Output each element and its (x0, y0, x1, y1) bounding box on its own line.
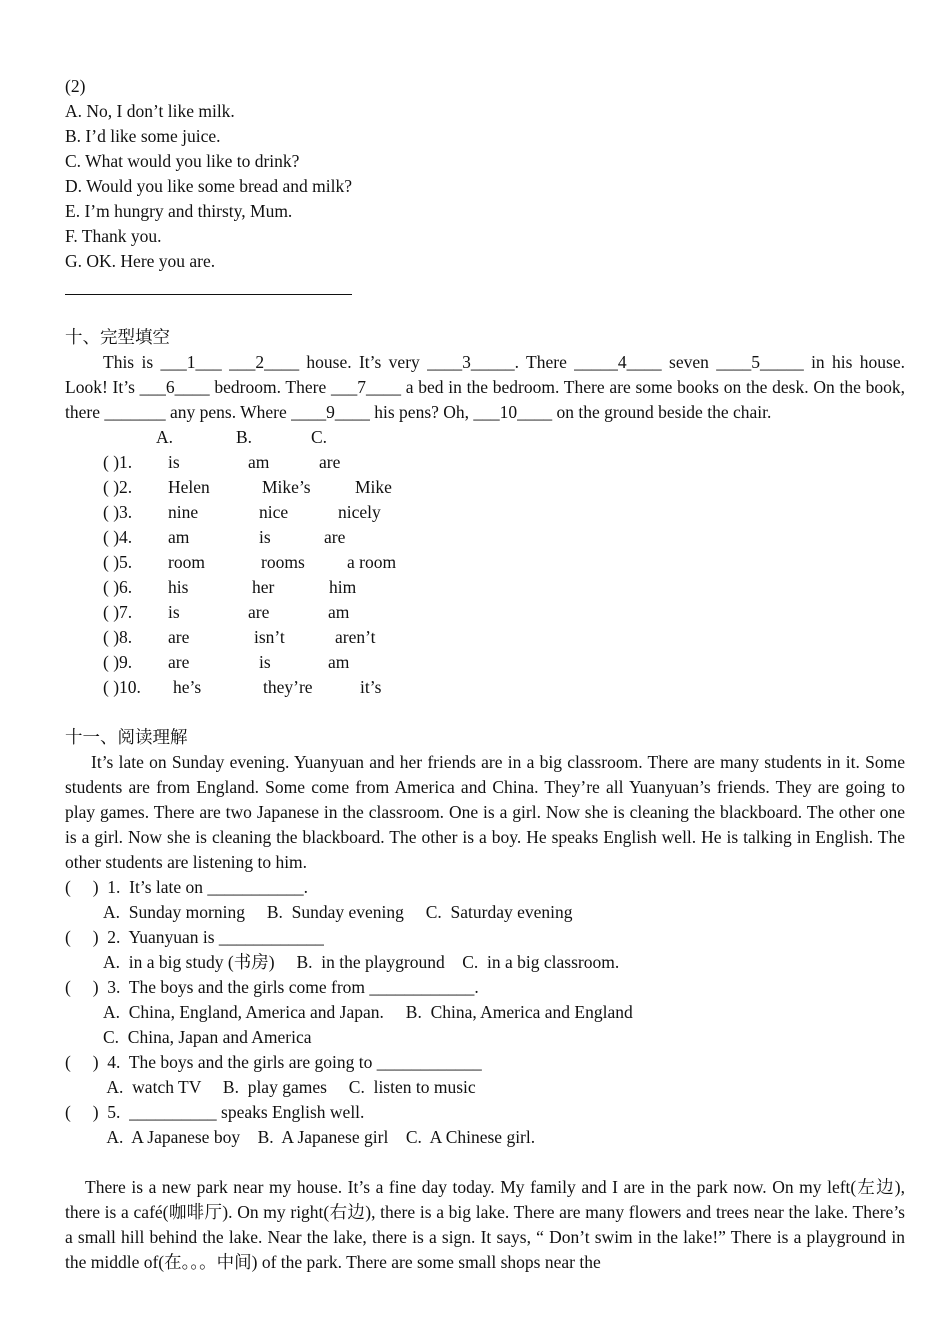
dialogue-line: C. What would you like to drink? (65, 151, 300, 171)
reading-passage-1 (65, 750, 905, 875)
reading-question[interactable]: ( ) 2. Yuanyuan is ____________ (65, 927, 324, 947)
reading-passage-2 (65, 1175, 905, 1275)
dialogue-line: B. I’d like some juice. (65, 126, 221, 146)
cloze-question[interactable]: ( )10. he’s they’re it’s (103, 677, 382, 697)
cloze-passage (65, 350, 905, 425)
reading-questions (65, 875, 905, 1150)
cloze-passage-text: This is ___1___ ___2____ house. It’s very ____3_____. There _____4____ seven ____5_____ in his house. Look! It’s ___6____ bedroom. There ___7____ a bed in the bedroom. There are some books on the desk. On the book, there _______ any pens. Where ____9____ his pens? Oh, ___10____ on the ground beside the chair. (65, 352, 905, 422)
reading-options[interactable]: A. Sunday morning B. Sunday evening C. Saturday evening (103, 902, 573, 922)
header-c: C. (311, 427, 328, 447)
cloze-title: 十、完型填空 (65, 327, 170, 347)
worksheet-page (65, 74, 905, 1275)
cloze-question[interactable]: ( )9. are is am (103, 652, 350, 672)
dialogue-line: A. No, I don’t like milk. (65, 101, 235, 121)
reading-question[interactable]: ( ) 1. It’s late on ___________. (65, 877, 309, 897)
reading-options[interactable]: A. China, England, America and Japan. B. China, America and England (103, 1002, 633, 1022)
dialogue-line: D. Would you like some bread and milk? (65, 176, 352, 196)
header-b: B. (236, 427, 253, 447)
cloze-question[interactable]: ( )8. are isn’t aren’t (103, 627, 376, 647)
cloze-question[interactable]: ( )3. nine nice nicely (103, 502, 381, 522)
header-a: A. (156, 427, 174, 447)
reading-options[interactable]: A. watch TV B. play games C. listen to music (103, 1077, 476, 1097)
dialogue-line: G. OK. Here you are. (65, 251, 216, 271)
cloze-option-headers (65, 425, 905, 450)
cloze-question[interactable]: ( )4. am is are (103, 527, 346, 547)
dialogue-line: F. Thank you. (65, 226, 162, 246)
reading-question[interactable]: ( ) 4. The boys and the girls are going to ____________ (65, 1052, 482, 1072)
dialogue-line: E. I’m hungry and thirsty, Mum. (65, 201, 293, 221)
cloze-question[interactable]: ( )6. his her him (103, 577, 357, 597)
reading-question[interactable]: ( ) 5. __________ speaks English well. (65, 1102, 365, 1122)
reading-options[interactable]: C. China, Japan and America (103, 1027, 312, 1047)
reading-options[interactable]: A. A Japanese boy B. A Japanese girl C. A Chinese girl. (103, 1127, 536, 1147)
dialogue-lines (65, 99, 905, 274)
cloze-question[interactable]: ( )7. is are am (103, 602, 350, 622)
reading-passage-1-text: It’s late on Sunday evening. Yuanyuan and her friends are in a big classroom. There are many students in it. Some students are from England. Some come from America and China. They’re all Yuanyuan’s friends. They are going to play games. There are two Japanese in the classroom. One is a girl. Now she is cleaning the blackboard. The other one is a girl. Now she is cleaning the blackboard. The other is a boy. He speaks English well. He is talking in English. The other students are listening to him. (65, 752, 905, 872)
reading-options[interactable]: A. in a big study (书房) B. in the playground C. in a big classroom. (103, 952, 620, 972)
cloze-questions (65, 450, 905, 700)
reading-title: 十一、阅读理解 (65, 727, 188, 747)
cloze-question[interactable]: ( )2. Helen Mike’s Mike (103, 477, 392, 497)
reading-passage-2-text: There is a new park near my house. It’s a fine day today. My family and I are in the park now. On my left(左边), there is a café(咖啡厅). On my right(右边), there is a big lake. There are many flowers and trees near the lake. There’s a small hill behind the lake. Near the lake, there is a sign. It says, “ Don’t swim in the lake!” There is a playground in the middle of(在。。。中间) of the park. There are some small shops near the (65, 1177, 905, 1272)
answer-line[interactable] (65, 274, 352, 295)
cloze-question[interactable]: ( )1. is am are (103, 452, 341, 472)
cloze-question[interactable]: ( )5. room rooms a room (103, 552, 397, 572)
dialogue-number: (2) (65, 76, 86, 96)
reading-question[interactable]: ( ) 3. The boys and the girls come from ____________. (65, 977, 479, 997)
